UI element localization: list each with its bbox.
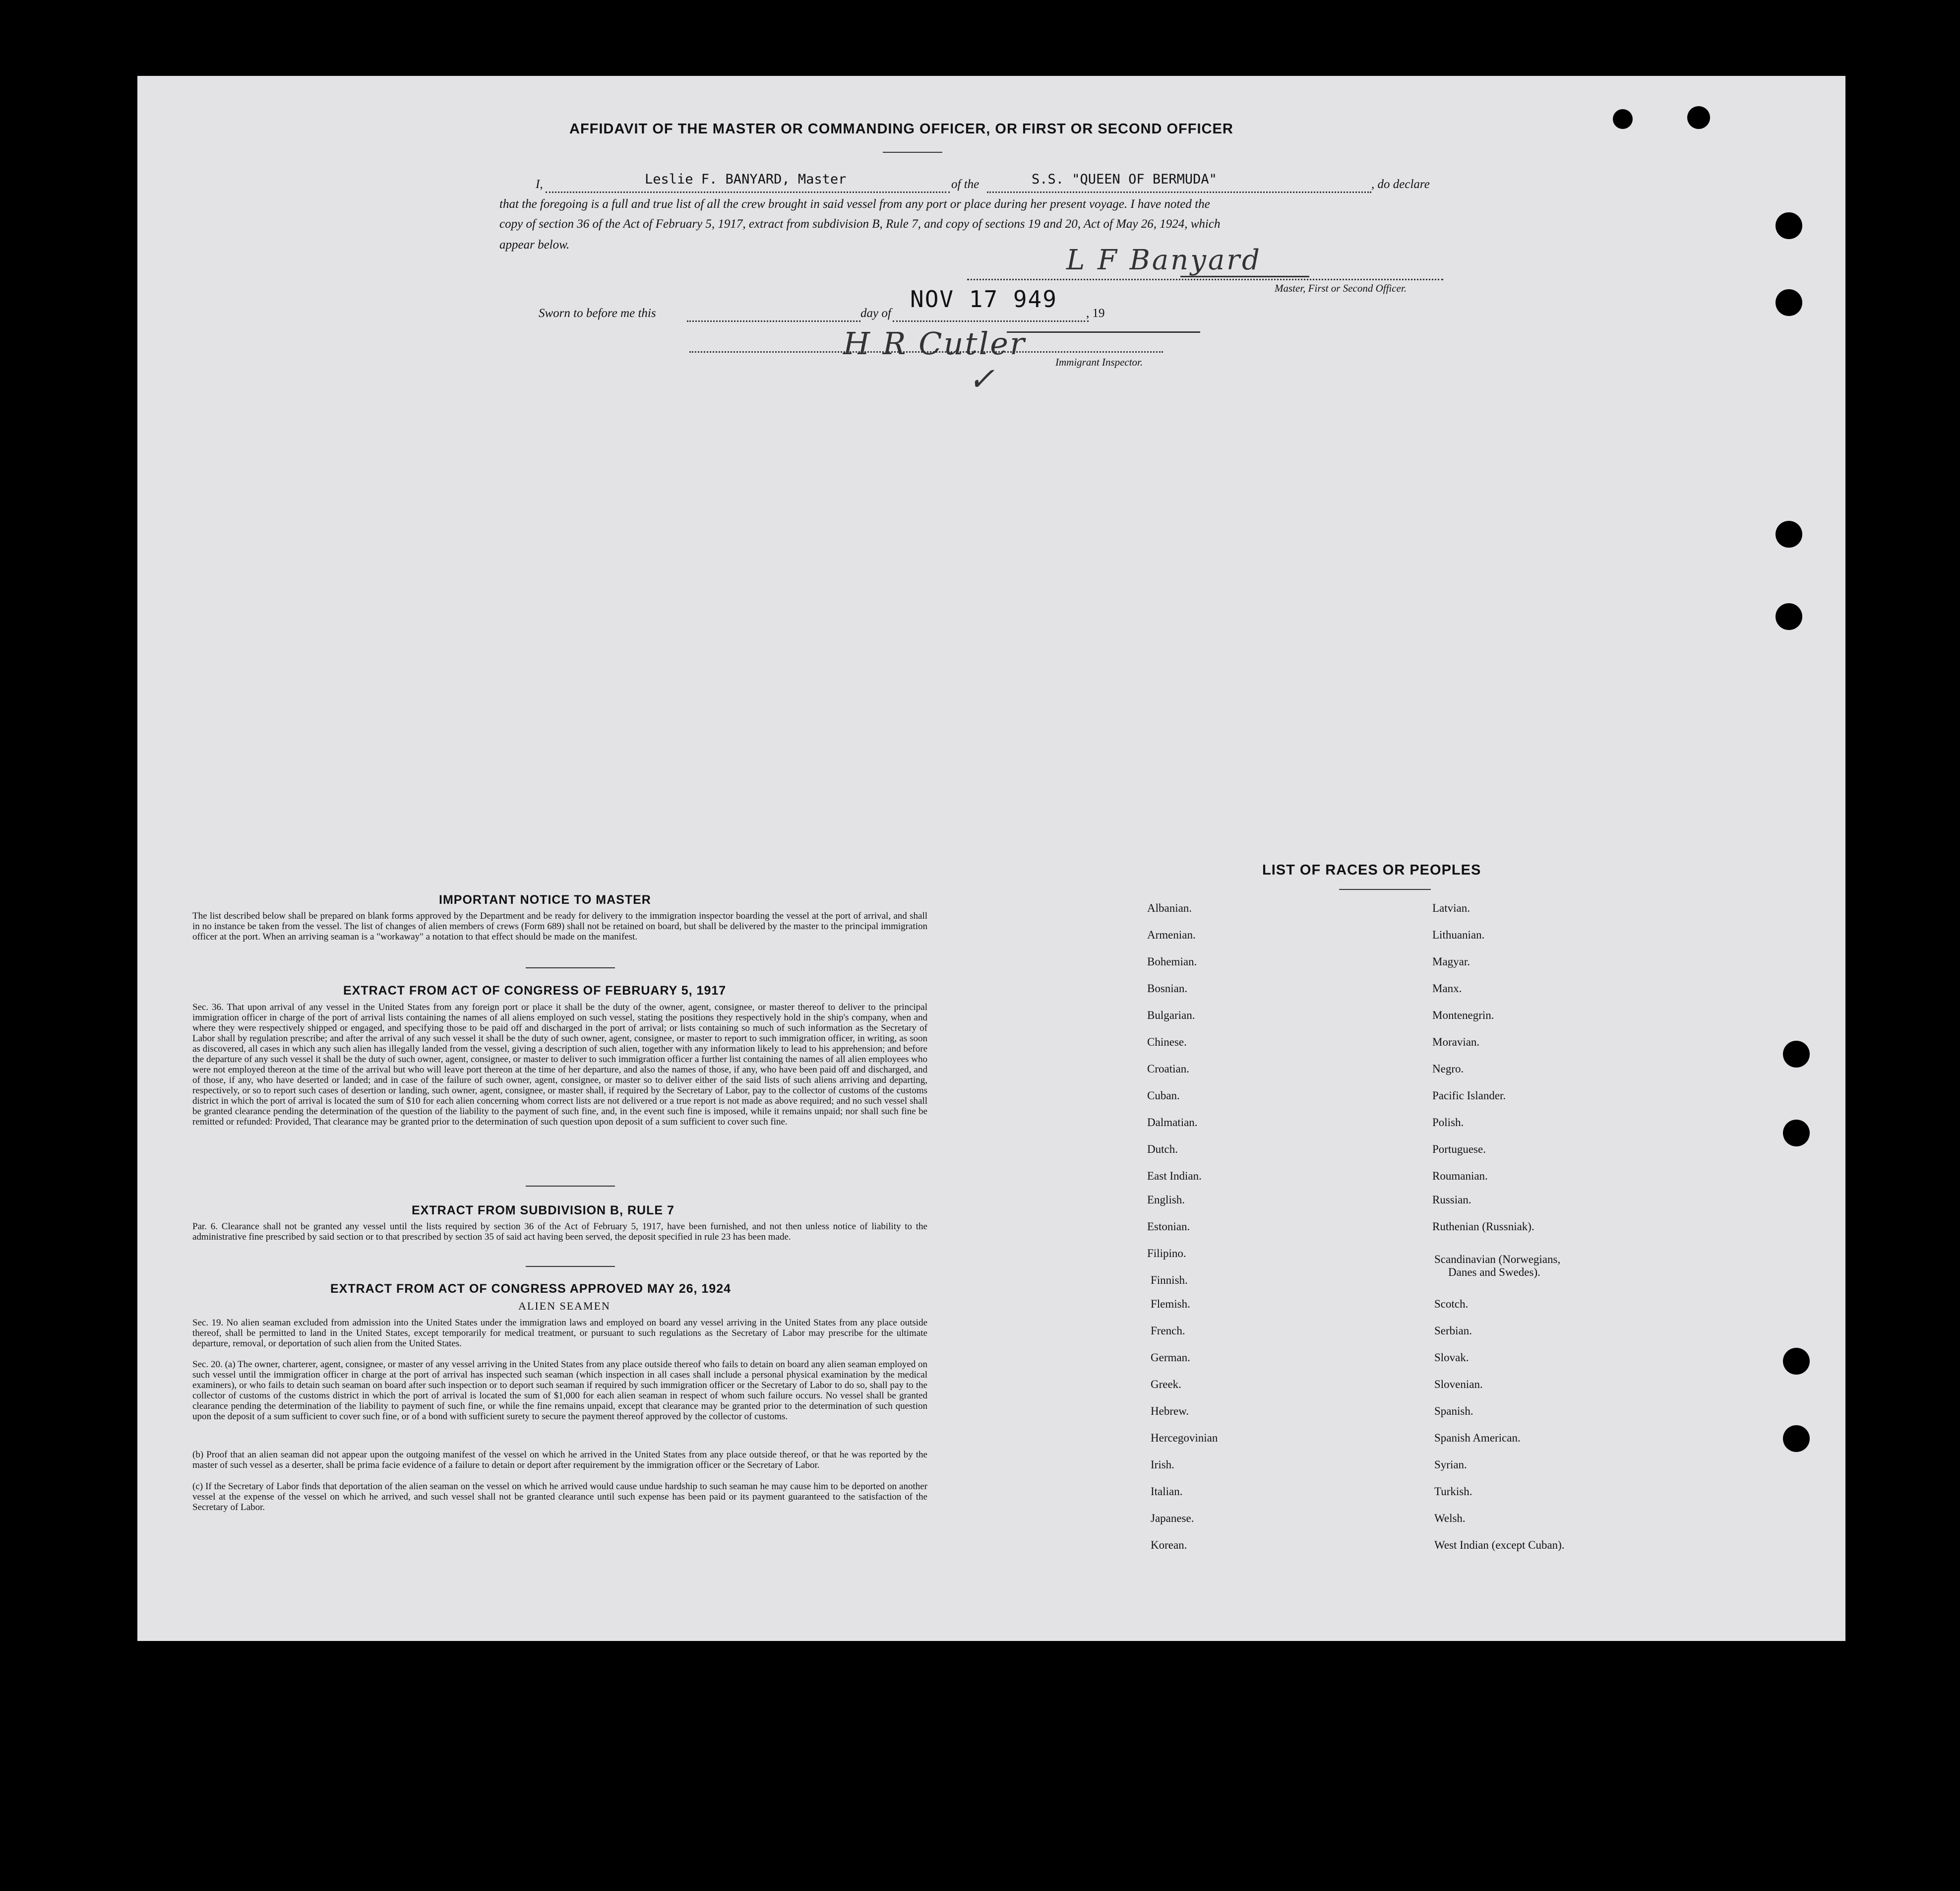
- affidavit-title: AFFIDAVIT OF THE MASTER OR COMMANDING OFFICER, OR FIRST OR SECOND OFFICER: [569, 121, 1233, 137]
- race-item: Slovak.: [1434, 1351, 1469, 1364]
- extract-1924-sec19: Sec. 19. No alien seaman excluded from admission into the United States under the immigration laws and employed on board any vessel arriving in the United States from any place outside thereof, shall be permitted to land in the United States, except temporarily for medical treatment, or pursuant to such regulations as the Secretary of Labor may prescribe for the ultimate departure, removal, or deportation of such alien from the United States.: [192, 1318, 927, 1349]
- race-item: Estonian.: [1147, 1220, 1190, 1233]
- race-item: German.: [1151, 1351, 1190, 1364]
- race-item: English.: [1147, 1194, 1185, 1206]
- master-signature-line: [967, 279, 1443, 280]
- year-label: , 19: [1086, 307, 1105, 320]
- race-item: Spanish American.: [1434, 1432, 1521, 1444]
- rule7-divider: [526, 1266, 615, 1267]
- rule7-title: EXTRACT FROM SUBDIVISION B, RULE 7: [412, 1203, 674, 1217]
- race-item: Negro.: [1432, 1063, 1464, 1075]
- race-item: Croatian.: [1147, 1063, 1189, 1075]
- title-divider: [883, 152, 942, 153]
- race-item: Lithuanian.: [1432, 929, 1485, 941]
- race-item: Slovenian.: [1434, 1378, 1483, 1390]
- do-declare-label: , do declare: [1371, 178, 1430, 191]
- sworn-label: Sworn to before me this: [539, 307, 656, 320]
- race-item: Welsh.: [1434, 1512, 1466, 1524]
- race-item: West Indian (except Cuban).: [1434, 1539, 1565, 1551]
- race-item: Italian.: [1151, 1485, 1183, 1498]
- name-line: [546, 191, 950, 193]
- extract-1924-title: EXTRACT FROM ACT OF CONGRESS APPROVED MAY 26, 1924: [330, 1282, 732, 1296]
- punch-hole: [1776, 603, 1802, 630]
- extract-1924-sec20b: (b) Proof that an alien seaman did not appear upon the outgoing manifest of the vessel on which he arrived in the United States from any place outside thereof, or that he was reported by the master of such vessel as a deserter, shall be prima facie evidence of a failure to detain or deport after requirement by the immigration officer or the Secretary of Labor.: [192, 1450, 927, 1470]
- race-item: Bulgarian.: [1147, 1009, 1195, 1021]
- notice-title: IMPORTANT NOTICE TO MASTER: [439, 893, 651, 907]
- punch-hole: [1776, 212, 1802, 239]
- date-stamp: NOV 17 949: [910, 286, 1057, 313]
- race-item: Flemish.: [1151, 1298, 1190, 1310]
- race-item: Chinese.: [1147, 1036, 1187, 1048]
- race-item: Hercegovinian: [1151, 1432, 1218, 1444]
- race-item: Scandinavian (Norwegians,: [1434, 1253, 1561, 1265]
- extract-1917-divider: [526, 1186, 615, 1187]
- inspector-label: Immigrant Inspector.: [1055, 356, 1143, 368]
- punch-hole: [1776, 289, 1802, 316]
- race-item: Filipino.: [1147, 1247, 1186, 1260]
- race-item: Albanian.: [1147, 902, 1192, 914]
- race-item: Bosnian.: [1147, 982, 1188, 995]
- punch-hole: [1783, 1120, 1810, 1146]
- race-item: Greek.: [1151, 1378, 1181, 1390]
- race-item: Korean.: [1151, 1539, 1187, 1551]
- race-item: Armenian.: [1147, 929, 1196, 941]
- affidavit-line-3: copy of section 36 of the Act of February 5, 1917, extract from subdivision B, Rule 7, and copy of sections 19 and 20, Act of May 26, 1924, which: [499, 217, 1221, 231]
- inspector-signature: H R Cutler: [843, 325, 1026, 362]
- race-item: French.: [1151, 1324, 1185, 1337]
- master-label: Master, First or Second Officer.: [1275, 282, 1407, 294]
- race-item: Hebrew.: [1151, 1405, 1189, 1417]
- race-item: Finnish.: [1151, 1274, 1188, 1286]
- race-item: Spanish.: [1434, 1405, 1473, 1417]
- extract-1924-sec20a: Sec. 20. (a) The owner, charterer, agent, consignee, or master of any vessel arriving in the United States from any place outside thereof who fails to detain on board any alien seaman employed on such vessel until the immigration officer in charge at the port of arrival has inspected such seaman (which inspection in all cases shall include a personal physical examination by the medical examiners), or who fails to detain such seaman on board after such inspection or to deport such seaman if required by such immigration officer or the Secretary of Labor to do so, shall pay to the collector of customs of the customs district in which the port of arrival is located the sum of $1,000 for each alien seaman in respect of whom such failure occurs. No vessel shall be granted clearance pending the determination of the liability to payment of such fine, or while the fine remains unpaid, except that clearance may be granted prior to the determination of such question upon the deposit of a sum sufficient to cover such fine, or of a bond with sufficient surety to secure the payment thereof approved by the collector of customs.: [192, 1359, 927, 1422]
- notice-text: The list described below shall be prepared on blank forms approved by the Department and be ready for delivery to the immigration inspector boarding the vessel at the port of arrival, and shall in no instance be taken from the vessel. The list of changes of alien members of crews (Form 689) shall not be retained on board, but shall be delivered by the master to the principal immigration officer at the port. When an arriving seaman is a "workaway" a notation to that effect should be made on the manifest.: [192, 911, 927, 942]
- vessel-line: [987, 191, 1371, 193]
- punch-hole: [1783, 1348, 1810, 1375]
- punch-hole: [1783, 1425, 1810, 1452]
- race-item: Roumanian.: [1432, 1170, 1488, 1182]
- races-title: LIST OF RACES OR PEOPLES: [1262, 862, 1481, 878]
- race-item: Danes and Swedes).: [1448, 1266, 1540, 1278]
- affidavit-line-2: that the foregoing is a full and true list of all the crew brought in said vessel from any port or place during her present voyage. I have noted the: [499, 197, 1210, 211]
- races-divider: [1339, 889, 1431, 890]
- affidavit-line-4: appear below.: [499, 238, 570, 252]
- race-item: Polish.: [1432, 1116, 1464, 1129]
- day-of-label: day of: [860, 307, 891, 320]
- race-item: East Indian.: [1147, 1170, 1202, 1182]
- race-item: Irish.: [1151, 1458, 1174, 1471]
- affidavit-i: I,: [536, 178, 543, 191]
- race-item: Syrian.: [1434, 1458, 1467, 1471]
- race-item: Dalmatian.: [1147, 1116, 1198, 1129]
- rule7-text: Par. 6. Clearance shall not be granted any vessel until the lists required by section 36 of the Act of February 5, 1917, have been furnished, and not then unless notice of liability to the administrative fine prescribed by said section or to that prescribed by section 35 of said act having been served, the deposit specified in rule 23 has been made.: [192, 1221, 927, 1242]
- race-item: Montenegrin.: [1432, 1009, 1494, 1021]
- race-item: Turkish.: [1434, 1485, 1472, 1498]
- extract-1917-title: EXTRACT FROM ACT OF CONGRESS OF FEBRUARY 5, 1917: [343, 984, 727, 998]
- race-item: Ruthenian (Russniak).: [1432, 1220, 1534, 1233]
- extract-1924-sec20c: (c) If the Secretary of Labor finds that deportation of the alien seaman on the vessel on which he arrived would cause undue hardship to such seaman he may cause him to be deported on another vessel at the expense of the vessel on which he arrived, and such vessel shall not be granted clearance until such expense has been paid or its payment guaranteed to the satisfaction of the Secretary of Labor.: [192, 1481, 927, 1513]
- race-item: Pacific Islander.: [1432, 1089, 1506, 1102]
- race-item: Scotch.: [1434, 1298, 1469, 1310]
- race-item: Serbian.: [1434, 1324, 1472, 1337]
- race-item: Latvian.: [1432, 902, 1470, 914]
- punch-hole: [1783, 1041, 1810, 1068]
- race-item: Magyar.: [1432, 955, 1470, 968]
- sworn-day-line: [687, 320, 860, 322]
- race-item: Manx.: [1432, 982, 1462, 995]
- race-item: Moravian.: [1432, 1036, 1480, 1048]
- vessel-name: S.S. "QUEEN OF BERMUDA": [1032, 172, 1217, 187]
- punch-hole: [1613, 109, 1633, 129]
- punch-hole: [1687, 106, 1710, 129]
- race-item: Cuban.: [1147, 1089, 1180, 1102]
- punch-hole: [1776, 521, 1802, 548]
- sworn-month-line: [893, 320, 1089, 322]
- master-name: Leslie F. BANYARD, Master: [645, 172, 847, 187]
- race-item: Russian.: [1432, 1194, 1471, 1206]
- race-item: Japanese.: [1151, 1512, 1194, 1524]
- notice-divider: [526, 967, 615, 968]
- race-item: Bohemian.: [1147, 955, 1197, 968]
- master-signature: L F Banyard: [1066, 244, 1262, 276]
- race-item: Portuguese.: [1432, 1143, 1486, 1155]
- alien-seamen-subtitle: ALIEN SEAMEN: [518, 1300, 611, 1312]
- of-the-label: of the: [951, 178, 980, 191]
- race-item: Dutch.: [1147, 1143, 1178, 1155]
- signature-flourish: [1180, 276, 1309, 277]
- extract-1917-text: Sec. 36. That upon arrival of any vessel in the United States from any foreign port or place it shall be the duty of the owner, agent, consignee, or master thereof to deliver to the principal immigration officer in charge of the port of arrival lists containing the names of all aliens employed on such vessel, stating the positions they respectively hold in the ship's company, when and where they were respectively shipped or engaged, and specifying those to be paid off and discharged in the port of arrival; or lists containing so much of such information as the Secretary of Labor shall by regulation prescribe; and after the arrival of any such vessel it shall be the duty of such owner, agent, consignee, or master to report to such immigration officer, in writing, as soon as discovered, all cases in which any such alien has illegally landed from the vessel, giving a description of such alien, together with any information likely to lead to his apprehension; and before the departure of any such vessel it shall be the duty of such owner, agent, consignee, or master to deliver to such immigration officer a further list containing the names of all alien employees who were not employed thereon at the time of the arrival but who will leave port thereon at the time of her departure, and also the names of those, if any, who have been paid off and discharged, and of those, if any, who have deserted or landed; and in case of the failure of such owner, agent, consignee, or master so to deliver either of the said lists of such aliens arriving and departing, respectively, or so to report such cases of desertion or landing, such owner, agent, consignee, or master shall, if required by the Secretary of Labor, pay to the collector of customs of the customs district in which the port of arrival is located the sum of $10 for each alien concerning whom correct lists are not delivered or a true report is not made as above required; and no such vessel shall be granted clearance pending the determination of the question of the liability to the payment of such fine, and, in the event such fine is imposed, while it remains unpaid; nor shall such fine be remitted or refunded: Provided, That clearance may be granted prior to the determination of such question upon deposit of a sum sufficient to cover such fine.: [192, 1002, 927, 1127]
- check-mark: ✓: [968, 361, 995, 398]
- inspector-flourish: [1007, 331, 1200, 333]
